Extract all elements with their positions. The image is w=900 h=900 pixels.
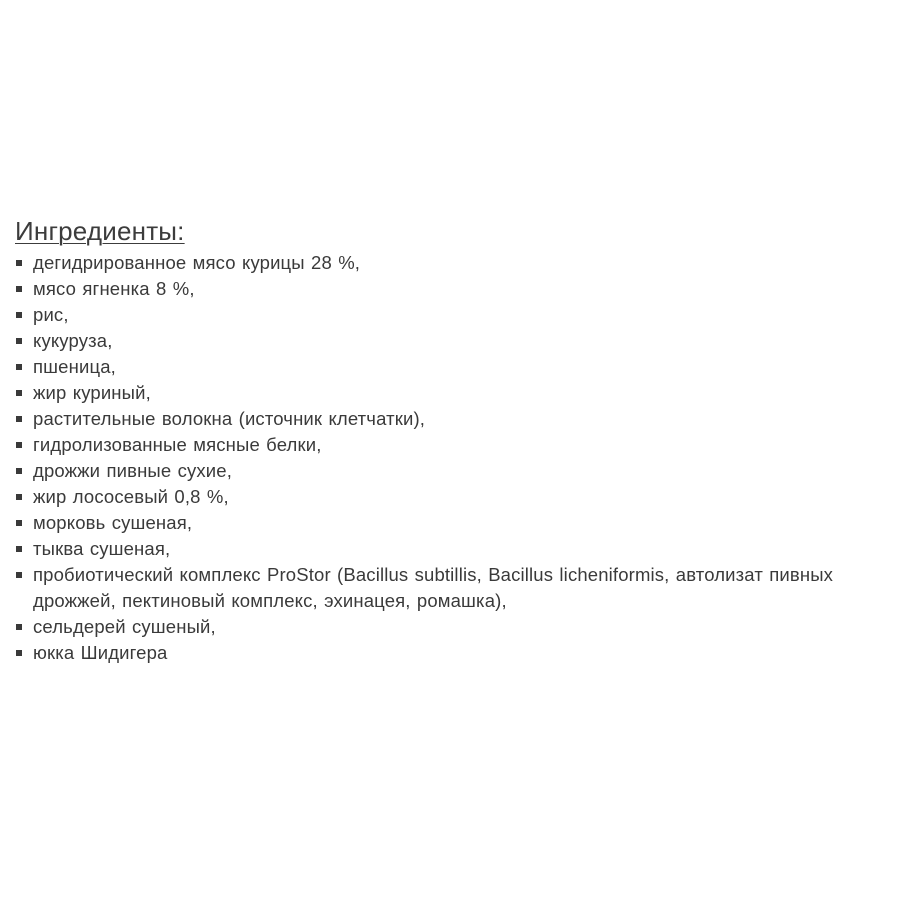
list-item	[15, 458, 885, 484]
ingredient-text: рис,	[33, 304, 69, 325]
square-bullet-icon	[16, 312, 22, 318]
ingredients-document	[15, 214, 885, 666]
ingredient-text: дрожжи пивные сухие,	[33, 460, 233, 481]
ingredients-title: Ингредиенты:	[15, 216, 185, 246]
list-item	[15, 276, 885, 302]
ingredient-text: жир лососевый 0,8 %,	[33, 486, 229, 507]
list-item	[15, 406, 885, 432]
ingredient-text: жир куриный,	[33, 382, 151, 403]
list-item	[15, 328, 885, 354]
square-bullet-icon	[16, 520, 22, 526]
list-item	[15, 354, 885, 380]
square-bullet-icon	[16, 650, 22, 656]
square-bullet-icon	[16, 468, 22, 474]
ingredient-text: дегидрированное мясо курицы 28 %,	[33, 252, 361, 273]
ingredient-text: сельдерей сушеный,	[33, 616, 216, 637]
ingredient-text: мясо ягненка 8 %,	[33, 278, 195, 299]
list-item	[15, 614, 885, 640]
square-bullet-icon	[16, 546, 22, 552]
list-item	[15, 536, 885, 562]
list-item	[15, 250, 885, 276]
ingredients-list	[15, 250, 885, 666]
square-bullet-icon	[16, 364, 22, 370]
square-bullet-icon	[16, 442, 22, 448]
list-item	[15, 510, 885, 536]
list-item	[15, 484, 885, 510]
ingredient-text: морковь сушеная,	[33, 512, 193, 533]
ingredient-text: кукуруза,	[33, 330, 113, 351]
square-bullet-icon	[16, 260, 22, 266]
ingredient-text: юкка Шидигера	[33, 642, 168, 663]
ingredient-text: гидролизованные мясные белки,	[33, 434, 322, 455]
square-bullet-icon	[16, 390, 22, 396]
list-item	[15, 640, 885, 666]
list-item	[15, 432, 885, 458]
list-item	[15, 302, 885, 328]
square-bullet-icon	[16, 624, 22, 630]
square-bullet-icon	[16, 416, 22, 422]
square-bullet-icon	[16, 572, 22, 578]
square-bullet-icon	[16, 494, 22, 500]
ingredient-text: растительные волокна (источник клетчатки),	[33, 408, 426, 429]
square-bullet-icon	[16, 286, 22, 292]
square-bullet-icon	[16, 338, 22, 344]
list-item	[15, 562, 885, 614]
ingredient-text: пробиотический комплекс ProStor (Bacillus subtillis, Bacillus licheniformis, автолизат пивных дрожжей, пектиновый комплекс, эхинацея, ромашка),	[33, 564, 834, 611]
ingredient-text: пшеница,	[33, 356, 116, 377]
list-item	[15, 380, 885, 406]
ingredient-text: тыква сушеная,	[33, 538, 171, 559]
